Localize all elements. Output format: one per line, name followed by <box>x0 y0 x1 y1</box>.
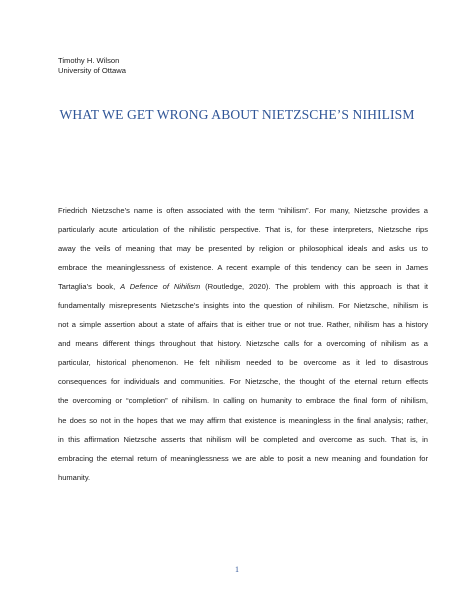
body-line <box>58 281 428 300</box>
body-line: away the veils of meaning that may be presented by religion or philosophical ideals and asks us to <box>58 244 428 254</box>
body-line: particularly acute articulation of the nihilistic perspective. That is, for these interpreters, Nietzsche rips <box>58 225 428 235</box>
page-number: 1 <box>235 565 239 574</box>
author-block <box>58 56 126 76</box>
body-line: not a simple assertion about a state of affairs that is either true or not true. Rather, nihilism has a history <box>58 320 428 330</box>
body-line: in this affirmation Nietzsche asserts that nihilism will be completed and overcome as such. That is, in <box>58 434 428 444</box>
body-line-end: (Routledge, 2020). The problem with this approach is that it <box>200 282 428 292</box>
body-line: embracing the eternal return of meaninglessness we are able to posit a new meaning and foundation for <box>58 453 428 463</box>
book-title: A Defence of Nihilism <box>120 282 201 292</box>
body-line: fundamentally misrepresents Nietzsche’s insights into the question of nihilism. For Nietzsche, nihilism is <box>58 301 428 311</box>
body-line: Friedrich Nietzsche’s name is often associated with the term “nihilism”. For many, Nietzsche provides a <box>58 206 428 215</box>
body-line: embrace the meaninglessness of existence. A recent example of this tendency can be seen in James <box>58 263 428 273</box>
body-line: consequences for individuals and communities. For Nietzsche, the thought of the eternal return effects <box>58 377 428 387</box>
document-title: WHAT WE GET WRONG ABOUT NIETZSCHE’S NIHILISM <box>59 107 415 122</box>
body-line-start: Tartaglia’s book, <box>58 282 121 292</box>
body-line: the overcoming or “completion” of nihilism. In calling on humanity to embrace the final form of nihilism, <box>58 396 428 406</box>
body-line: and means different things throughout that history. Nietzsche calls for a overcoming of nihilism as a <box>58 339 428 349</box>
body-line: particular, historical phenomenon. He felt nihilism needed to be overcome as it led to disastrous <box>58 358 428 368</box>
body-line: humanity. <box>58 472 91 482</box>
body-paragraph <box>58 205 428 491</box>
author-name: Timothy H. Wilson <box>58 56 120 65</box>
author-affiliation: University of Ottawa <box>58 66 126 75</box>
body-line: he does so not in the hopes that we may affirm that existence is meaningless in the final analysis; rather, <box>58 415 428 425</box>
